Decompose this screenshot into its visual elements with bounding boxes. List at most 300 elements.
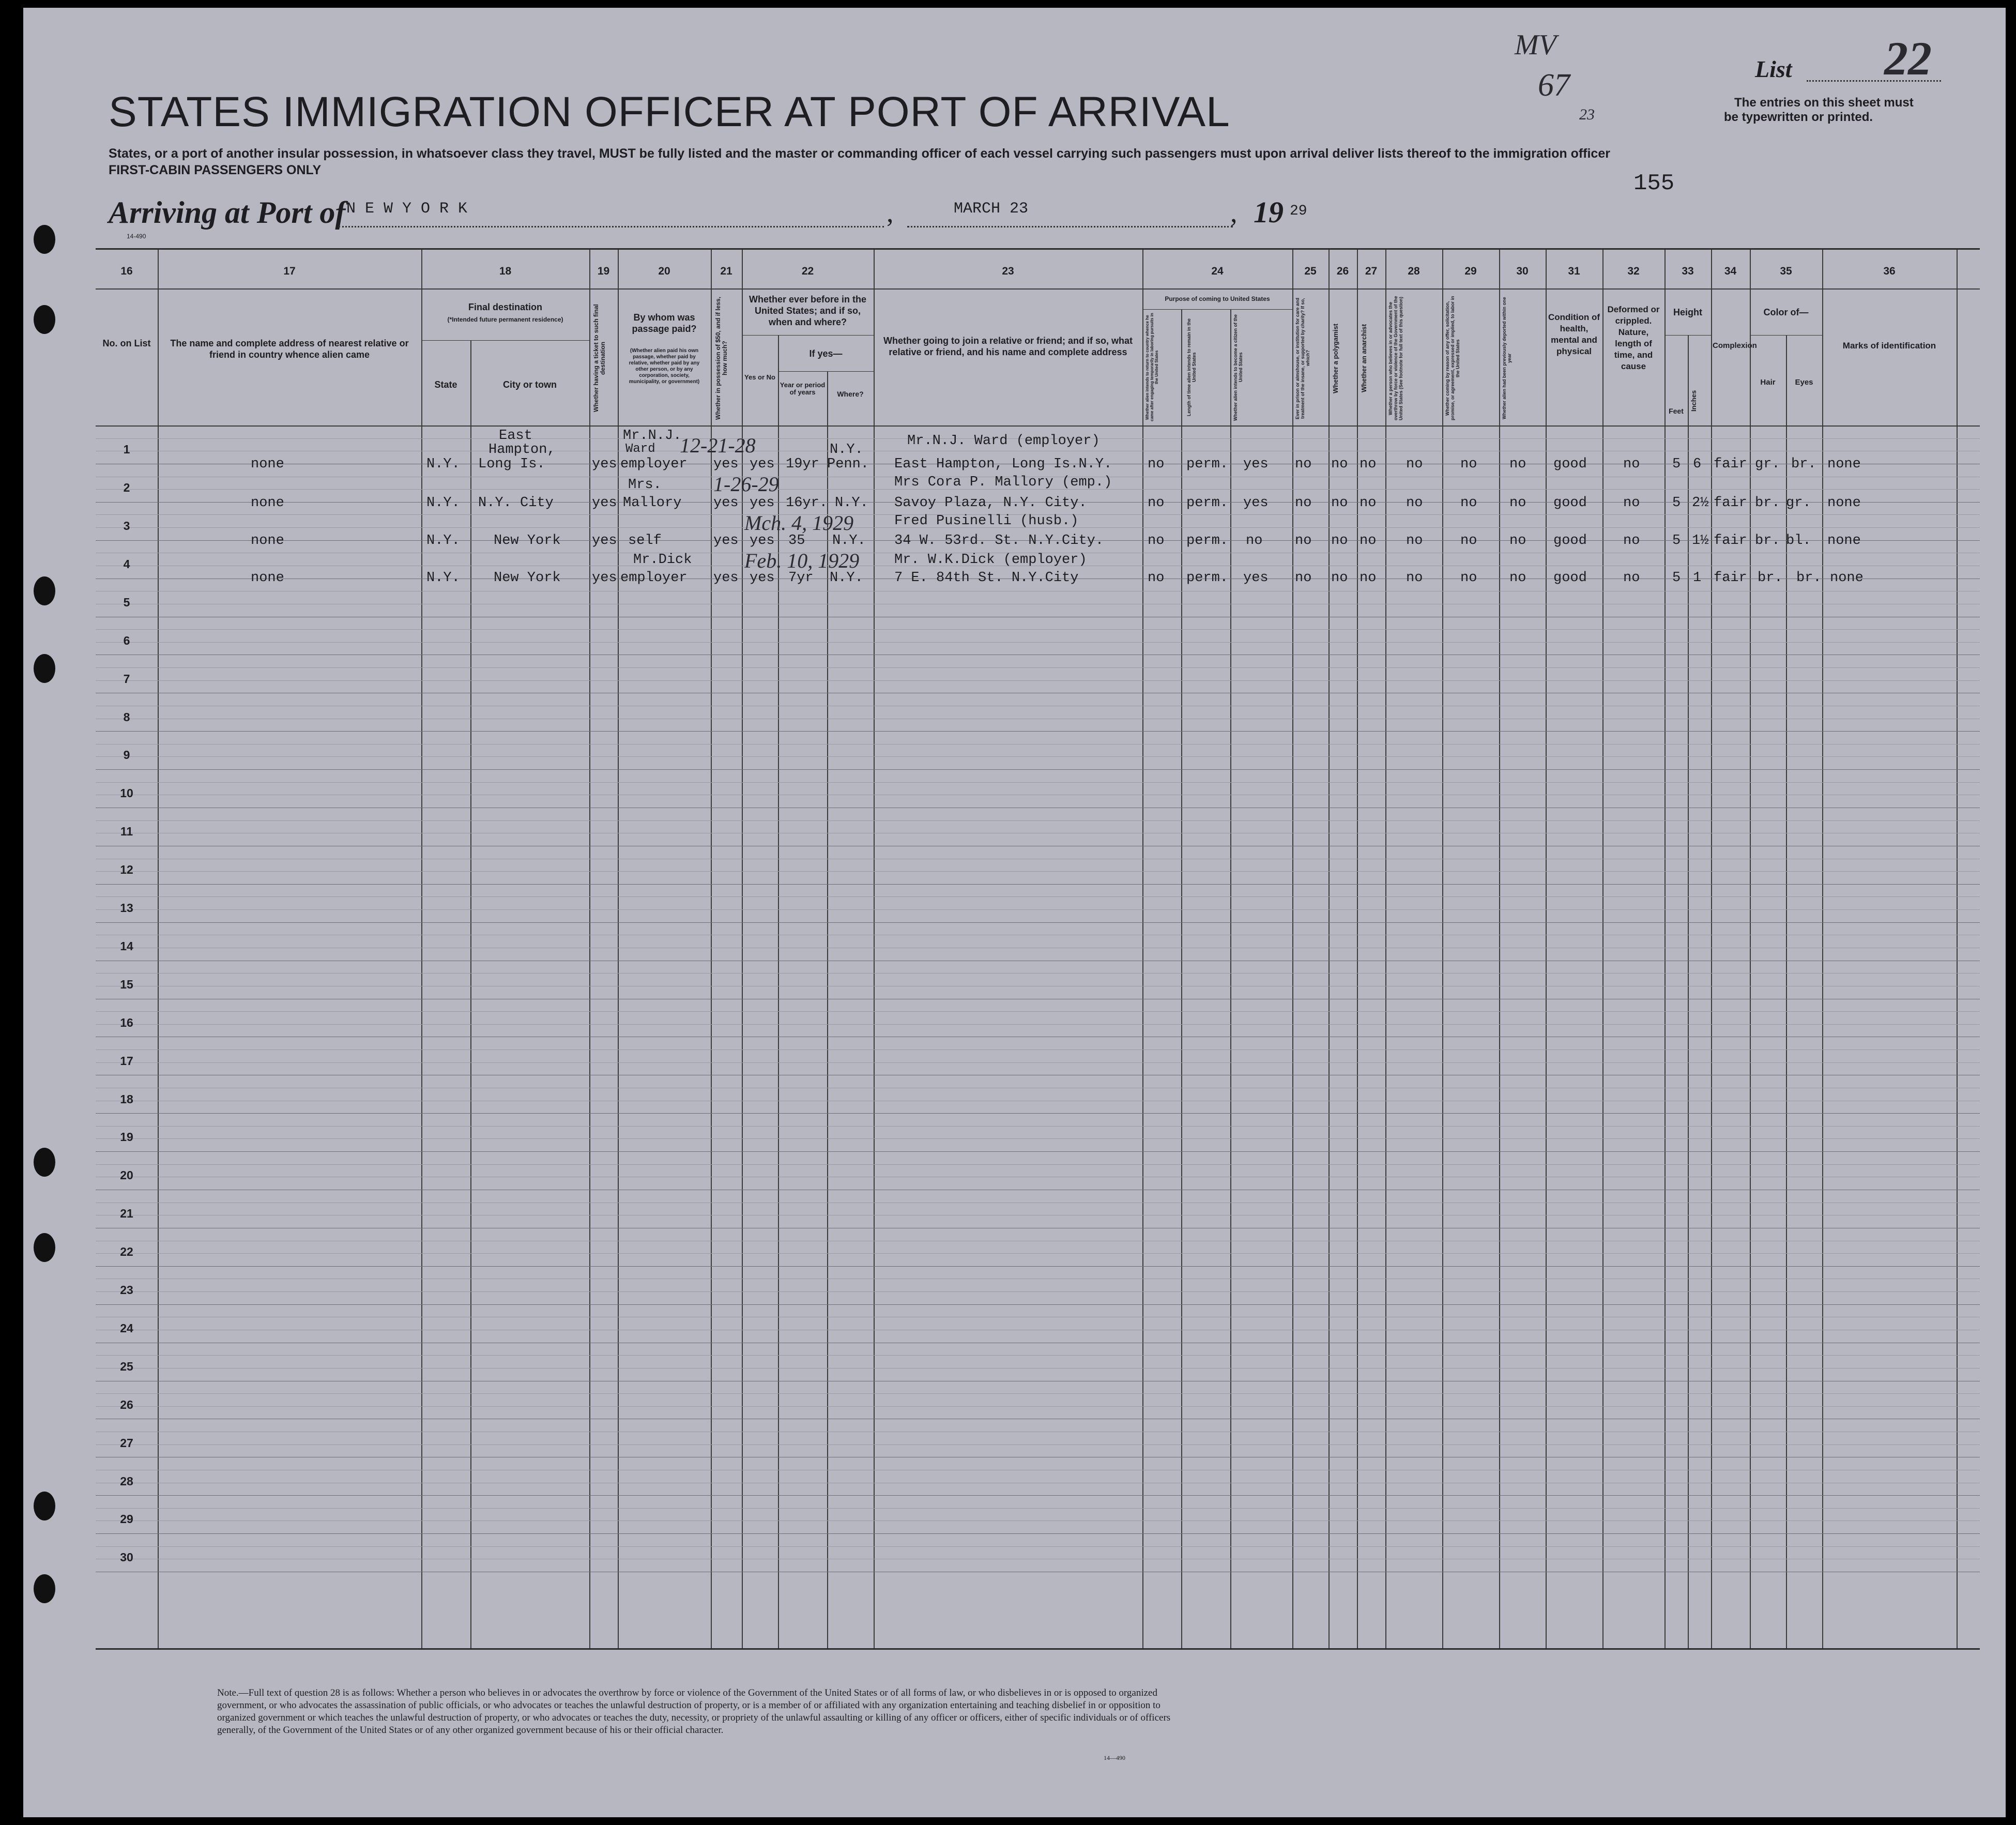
cell-join: Mr. W.K.Dick (employer) — [894, 552, 1087, 568]
header-state: State — [434, 379, 457, 390]
grid-line — [618, 250, 619, 1648]
cell-handwritten-date: 1-26-29 — [713, 473, 779, 496]
row-number: 17 — [120, 1054, 133, 1068]
cell-marks: none — [1827, 495, 1861, 511]
header-feet: Feet — [1669, 407, 1684, 415]
column-number: 27 — [1365, 265, 1378, 277]
ruling-line — [96, 1546, 1980, 1547]
ruling-line — [96, 820, 1980, 821]
grid-line — [1786, 335, 1787, 1648]
cell-polygamist: no — [1331, 570, 1348, 586]
cell-complexion: fair — [1714, 495, 1747, 511]
cell-where: N.Y. — [832, 533, 866, 549]
cell-where: N.Y. — [830, 570, 863, 586]
cell-overthrow: no — [1406, 457, 1423, 472]
header-health: Condition of health, mental and physical — [1548, 312, 1600, 356]
port-value: N E W Y O R K — [346, 200, 468, 218]
ruling-line — [96, 756, 1980, 757]
row-line — [96, 731, 1980, 732]
cell-join: 7 E. 84th St. N.Y.City — [894, 570, 1079, 586]
header-yes-no: Yes or No — [744, 373, 775, 381]
grid-line — [1328, 250, 1330, 1648]
separator-comma: , — [887, 197, 894, 228]
cell-before: yes — [750, 533, 775, 549]
header-divider — [96, 288, 1980, 290]
separator-comma: , — [1230, 197, 1238, 228]
row-number: 29 — [120, 1512, 133, 1526]
row-number: 5 — [123, 595, 130, 609]
cell-where: N.Y. — [835, 495, 868, 511]
cell-relative: none — [251, 570, 284, 586]
row-number: 9 — [123, 748, 130, 762]
header-purpose: Purpose of coming to United States — [1165, 295, 1270, 302]
grid-line — [589, 250, 590, 1648]
cell-return: no — [1148, 495, 1165, 511]
row-number: 10 — [120, 786, 133, 800]
list-label: List — [1755, 56, 1792, 82]
cell-deported: no — [1509, 533, 1526, 549]
grid-line — [874, 250, 875, 1648]
cell-before: yes — [750, 570, 775, 586]
cell-anarchist: no — [1360, 495, 1377, 511]
row-number: 15 — [120, 977, 133, 991]
manifest-sheet — [23, 8, 2006, 1817]
punch-hole — [34, 305, 55, 334]
cell-hair: br. — [1755, 533, 1780, 549]
punch-hole — [34, 225, 55, 254]
grid-line — [1664, 250, 1666, 1648]
cell-join: Mrs Cora P. Mallory (emp.) — [894, 475, 1112, 490]
cell-deformed: no — [1623, 533, 1640, 549]
cell-state: N.Y. — [426, 570, 460, 586]
row-number: 24 — [120, 1321, 133, 1335]
grid-line — [1442, 250, 1443, 1648]
cell-inches: 6 — [1693, 457, 1702, 472]
ruling-line — [96, 871, 1980, 872]
ruling-line — [96, 1291, 1980, 1292]
ruling-line — [96, 667, 1980, 668]
cell-overthrow: no — [1406, 533, 1423, 549]
cell-paid-by: Mr.N.J. — [623, 428, 682, 444]
ruling-line — [96, 1508, 1980, 1509]
grid-line — [1357, 250, 1358, 1648]
row-number: 28 — [120, 1474, 133, 1488]
cell-deported: no — [1509, 457, 1526, 472]
ruling-line — [96, 1406, 1980, 1407]
cell-hair: gr. — [1755, 457, 1780, 472]
row-line — [96, 922, 1980, 923]
header-subdivider — [742, 335, 874, 336]
column-number: 26 — [1336, 265, 1349, 277]
cell-years: 7yr — [788, 570, 814, 586]
ruling-line — [96, 1011, 1980, 1012]
manifest-table — [96, 248, 1980, 1650]
ruling-line — [96, 1024, 1980, 1025]
footnote-form-code: 14—490 — [1104, 1754, 1125, 1761]
cell-deported: no — [1509, 495, 1526, 511]
ruling-line — [96, 1520, 1980, 1521]
cell-feet: 5 — [1672, 533, 1681, 549]
cell-city: Hampton, — [488, 442, 556, 458]
column-number: 24 — [1211, 265, 1224, 277]
punch-hole — [34, 1233, 55, 1262]
cell-join: 34 W. 53rd. St. N.Y.City. — [894, 533, 1104, 549]
cell-prison: no — [1295, 570, 1312, 586]
cell-polygamist: no — [1331, 533, 1348, 549]
ruling-line — [96, 909, 1980, 910]
cell-offer: no — [1460, 570, 1477, 586]
punch-hole — [34, 1574, 55, 1603]
column-number: 20 — [658, 265, 670, 277]
cell-state: N.Y. — [426, 533, 460, 549]
cell-polygamist: no — [1331, 495, 1348, 511]
header-list-number: No. on List — [102, 338, 151, 348]
port-line — [339, 226, 884, 227]
cell-anarchist: no — [1360, 457, 1377, 472]
column-number: 16 — [120, 265, 133, 277]
entries-note: be typewritten or printed. — [1724, 110, 1873, 124]
cell-relative: none — [251, 495, 284, 511]
cell-handwritten-date: Mch. 4, 1929 — [744, 511, 854, 535]
cell-inches: 1½ — [1692, 533, 1709, 549]
form-title: STATES IMMIGRATION OFFICER AT PORT OF ARRIVAL — [109, 88, 1230, 135]
cell-return: no — [1148, 570, 1165, 586]
header-city: City or town — [503, 379, 557, 390]
header-complexion: Complexion — [1713, 341, 1757, 350]
header-marks: Marks of identification — [1842, 341, 1936, 351]
cell-overthrow: no — [1406, 495, 1423, 511]
cell-anarchist: no — [1360, 570, 1377, 586]
row-number: 30 — [120, 1550, 133, 1564]
cell-overthrow: no — [1406, 570, 1423, 586]
header-divider — [96, 425, 1980, 427]
grid-line — [1385, 250, 1386, 1648]
cell-return: no — [1148, 533, 1165, 549]
header-join-relative: Whether going to join a relative or friend; and if so, what relative or friend, and his name and complete address — [883, 336, 1133, 357]
grid-line — [1711, 250, 1712, 1648]
cell-complexion: fair — [1714, 570, 1747, 586]
column-number: 30 — [1516, 265, 1529, 277]
row-number: 11 — [120, 825, 133, 839]
handwritten-mark: 23 — [1579, 106, 1595, 123]
column-number: 21 — [720, 265, 732, 277]
cell-join: East Hampton, Long Is.N.Y. — [894, 457, 1112, 472]
cell-join: Mr.N.J. Ward (employer) — [907, 433, 1100, 449]
header-citizenship-intent: Whether alien intends to become a citizen of the United States — [1233, 314, 1243, 421]
header-if-yes: If yes— — [809, 348, 843, 359]
grid-line — [742, 250, 743, 1648]
year-suffix: 29 — [1290, 203, 1307, 219]
grid-line — [1688, 335, 1689, 1648]
column-number: 23 — [1002, 265, 1014, 277]
cell-length: perm. — [1186, 457, 1229, 472]
cell-eyes: gr. — [1786, 495, 1811, 511]
header-prison-charity: Ever in prison or almshouse, or institution for care and treatment of the insane, or supported by charity? If so, which? — [1295, 297, 1310, 419]
ruling-line — [96, 1393, 1980, 1394]
row-number: 19 — [120, 1130, 133, 1144]
sheet-number: 155 — [1633, 171, 1675, 196]
row-number: 20 — [120, 1168, 133, 1182]
grid-line — [1750, 250, 1751, 1648]
row-line — [96, 1495, 1980, 1496]
header-passage-paid: By whom was passage paid? — [632, 312, 697, 334]
footnote-question-28: Note.—Full text of question 28 is as follows: Whether a person who believes in or advocates the overthrow by force or violence of the Government of the United States or of all forms of law, or who disbelieves in or is opposed to organized government, or who advocates the assassination of public officials, or who advocates or teaches the unlawful destruction of property, or is a member of or affiliated with any organization entertaining and teaching disbelief in or opposition to organized government or which teaches the unlawful destruction of property, or who advocates or teaches the duty, necessity, or propriety of the unlawful assaulting or killing of any officer or officers, either of specific individuals or of officers generally, of the Government of the United States or of any other organized government because of his or their official character. — [217, 1687, 1171, 1736]
form-instruction: States, or a port of another insular possession, in whatsoever class they travel, MUST be fully listed and the master or commanding officer of each vessel carrying such passengers must upon arrival deliver lists thereof to the immigration officer — [109, 146, 1610, 161]
row-line — [96, 1113, 1980, 1114]
cell-paid-by: employer — [620, 457, 688, 472]
row-number: 27 — [120, 1436, 133, 1450]
cell-feet: 5 — [1672, 570, 1681, 586]
cell-handwritten-date: 12-21-28 — [680, 434, 756, 457]
cell-paid-by: self — [628, 533, 662, 549]
cell-marks: none — [1827, 457, 1861, 472]
row-line — [96, 769, 1980, 770]
punch-hole — [34, 1148, 55, 1177]
grid-line — [711, 250, 712, 1648]
header-eyes: Eyes — [1795, 378, 1813, 387]
cell-money: yes — [713, 495, 739, 511]
header-years: Year or period of years — [780, 381, 826, 396]
header-overthrow: Whether a person who believes in or advocates the overthrow by force or violence of the Government of the United States (See footnote for full text of this question) — [1388, 296, 1403, 421]
header-relative-address: The name and complete address of nearest relative or friend in country whence alien came — [170, 338, 409, 360]
cell-join: Fred Pusinelli (husb.) — [894, 513, 1079, 529]
column-number: 18 — [499, 265, 512, 277]
header-deformed: Deformed or crippled. Nature, length of time, and cause — [1607, 305, 1660, 371]
ruling-line — [96, 629, 1980, 630]
row-number: 22 — [120, 1245, 133, 1259]
cell-hair: br. — [1758, 570, 1783, 586]
column-number: 36 — [1883, 265, 1896, 277]
cell-feet: 5 — [1672, 495, 1681, 511]
cell-before: yes — [750, 495, 775, 511]
ruling-line — [96, 1444, 1980, 1445]
ruling-line — [96, 1253, 1980, 1254]
cell-money: yes — [713, 533, 739, 549]
cell-state: N.Y. — [426, 457, 460, 472]
column-number: 28 — [1408, 265, 1420, 277]
ruling-line — [96, 973, 1980, 974]
row-number: 6 — [123, 633, 130, 647]
grid-line — [158, 250, 159, 1648]
cell-citizen: no — [1246, 533, 1263, 549]
ruling-line — [96, 896, 1980, 897]
row-number: 14 — [120, 939, 133, 953]
row-number: 4 — [123, 557, 130, 571]
ruling-line — [96, 782, 1980, 783]
cell-length: perm. — [1186, 533, 1229, 549]
cell-before: yes — [750, 457, 775, 472]
ruling-line — [96, 680, 1980, 681]
header-polygamist: Whether a polygamist — [1332, 323, 1339, 393]
ruling-line — [96, 1062, 1980, 1063]
column-number: 25 — [1304, 265, 1317, 277]
cell-polygamist: no — [1331, 457, 1348, 472]
header-passage-paid-note: (Whether alien paid his own passage, whether paid by relative, whether paid by any other person, or by any corporation, society, municipality, or government) — [629, 348, 700, 385]
cell-city: Long Is. — [478, 457, 545, 472]
header-before-us: Whether ever before in the United States; and if so, when and where? — [749, 294, 867, 327]
cell-city: New York — [494, 533, 561, 549]
cell-ticket: yes — [592, 495, 617, 511]
cell-deformed: no — [1623, 570, 1640, 586]
row-number: 21 — [120, 1207, 133, 1221]
column-number: 19 — [597, 265, 610, 277]
grid-line — [1292, 250, 1293, 1648]
form-code: 14-490 — [127, 233, 146, 240]
header-color-of: Color of— — [1763, 307, 1809, 317]
ruling-line — [96, 642, 1980, 643]
cell-complexion: fair — [1714, 457, 1747, 472]
cell-years: 16yr. — [786, 495, 828, 511]
cell-eyes: br. — [1796, 570, 1822, 586]
row-number: 23 — [120, 1283, 133, 1297]
handwritten-mark: 67 — [1538, 68, 1570, 103]
cell-deformed: no — [1623, 495, 1640, 511]
ruling-line — [96, 1355, 1980, 1356]
form-class-note: FIRST-CABIN PASSENGERS ONLY — [109, 163, 322, 177]
row-number: 2 — [123, 481, 130, 495]
column-number: 29 — [1464, 265, 1477, 277]
date-line — [907, 226, 1233, 227]
grid-line — [1602, 250, 1603, 1648]
row-number: 8 — [123, 710, 130, 724]
cell-money: yes — [713, 457, 739, 472]
header-length-of-stay: Length of time alien intends to remain in the United States — [1186, 318, 1197, 417]
cell-health: good — [1553, 533, 1587, 549]
cell-offer: no — [1460, 533, 1477, 549]
cell-marks: none — [1830, 570, 1864, 586]
header-inches: Inches — [1690, 390, 1698, 412]
punch-hole — [34, 576, 55, 605]
header-final-destination-note: (*Intended future permanent residence) — [447, 316, 563, 323]
cell-handwritten-date: Feb. 10, 1929 — [744, 549, 860, 572]
row-number: 13 — [120, 901, 133, 915]
cell-paid-by: Mr.Dick — [633, 552, 692, 568]
grid-line — [1499, 250, 1500, 1648]
row-line — [96, 1151, 1980, 1152]
year-prefix: 19 — [1254, 195, 1284, 229]
cell-years: 19yr — [786, 457, 819, 472]
column-number: 22 — [801, 265, 814, 277]
grid-line — [1957, 250, 1958, 1648]
header-deported: Whether alien had been previously deported within one year — [1502, 297, 1512, 420]
row-number: 7 — [123, 672, 130, 686]
header-where: Where? — [837, 390, 864, 398]
grid-line — [1181, 309, 1182, 1648]
row-line — [96, 884, 1980, 885]
column-number: 32 — [1627, 265, 1640, 277]
row-number: 12 — [120, 863, 133, 877]
cell-length: perm. — [1186, 570, 1229, 586]
cell-offer: no — [1460, 495, 1477, 511]
header-hair: Hair — [1760, 378, 1776, 387]
column-number: 31 — [1568, 265, 1580, 277]
grid-line — [1230, 309, 1231, 1648]
cell-hair: br. — [1755, 495, 1780, 511]
punch-hole — [34, 654, 55, 683]
cell-ticket: yes — [592, 457, 617, 472]
cell-offer: no — [1460, 457, 1477, 472]
header-labor-offer: Whether coming by reason of any offer, solicitation, promise, or agreement, expressed or implied, to labor in the United States — [1445, 296, 1460, 421]
cell-feet: 5 — [1672, 457, 1681, 472]
row-number: 3 — [123, 519, 130, 533]
entries-note: The entries on this sheet must — [1734, 96, 1914, 110]
header-subdivider — [778, 371, 874, 372]
cell-prison: no — [1295, 457, 1312, 472]
header-return-intent: Whether alien intends to return to country whence he came after engaging temporarily in laboring pursuits in the United States — [1145, 313, 1159, 422]
cell-health: good — [1553, 457, 1587, 472]
header-subdivider — [1142, 309, 1292, 310]
header-anarchist: Whether an anarchist — [1360, 324, 1368, 393]
column-number: 17 — [283, 265, 296, 277]
cell-paid-by: Ward — [625, 442, 655, 456]
cell-paid-by: employer — [620, 570, 688, 586]
cell-health: good — [1553, 570, 1587, 586]
cell-citizen: yes — [1243, 495, 1269, 511]
list-number: 22 — [1884, 32, 1932, 85]
header-money: Whether in possession of $50, and if less, how much? — [714, 296, 728, 420]
cell-prison: no — [1295, 495, 1312, 511]
cell-city: East — [499, 428, 532, 444]
cell-return: no — [1148, 457, 1165, 472]
grid-line — [1546, 250, 1547, 1648]
cell-join: Savoy Plaza, N.Y. City. — [894, 495, 1087, 511]
ruling-line — [96, 1126, 1980, 1127]
row-number: 16 — [120, 1015, 133, 1029]
cell-deported: no — [1509, 570, 1526, 586]
grid-line — [421, 250, 422, 1648]
row-line — [96, 1533, 1980, 1534]
cell-paid-by: Mallory — [623, 495, 682, 511]
grid-line — [1142, 250, 1143, 1648]
cell-deformed: no — [1623, 457, 1640, 472]
cell-relative: none — [251, 533, 284, 549]
header-height: Height — [1673, 307, 1702, 317]
row-number: 18 — [120, 1092, 133, 1106]
header-ticket: Whether having a ticket to such final destination — [592, 304, 606, 413]
arriving-label: Arriving at Port of — [109, 195, 346, 230]
row-number: 26 — [120, 1397, 133, 1411]
row-line — [96, 1266, 1980, 1267]
cell-money: yes — [713, 570, 739, 586]
cell-prison: no — [1295, 533, 1312, 549]
punch-hole — [34, 1492, 55, 1520]
cell-inches: 2½ — [1692, 495, 1709, 511]
cell-health: good — [1553, 495, 1587, 511]
column-number: 33 — [1682, 265, 1694, 277]
grid-line — [1822, 250, 1823, 1648]
ruling-line — [96, 1164, 1980, 1165]
cell-inches: 1 — [1693, 570, 1702, 586]
cell-citizen: yes — [1243, 457, 1269, 472]
cell-marks: none — [1827, 533, 1861, 549]
cell-relative: none — [251, 457, 284, 472]
header-final-destination: Final destination — [468, 302, 542, 312]
cell-city: N.Y. City — [478, 495, 554, 511]
cell-city: New York — [494, 570, 561, 586]
cell-complexion: fair — [1714, 533, 1747, 549]
row-number: 25 — [120, 1359, 133, 1373]
cell-ticket: yes — [592, 570, 617, 586]
column-number: 35 — [1780, 265, 1792, 277]
column-number: 34 — [1724, 265, 1737, 277]
row-line — [96, 1304, 1980, 1305]
cell-paid-by: Mrs. — [628, 477, 662, 493]
cell-eyes: br. — [1791, 457, 1816, 472]
cell-where: Penn. — [827, 457, 869, 472]
row-number: 1 — [123, 443, 130, 457]
cell-years: 35 — [788, 533, 805, 549]
handwritten-mark: MV — [1515, 29, 1556, 61]
